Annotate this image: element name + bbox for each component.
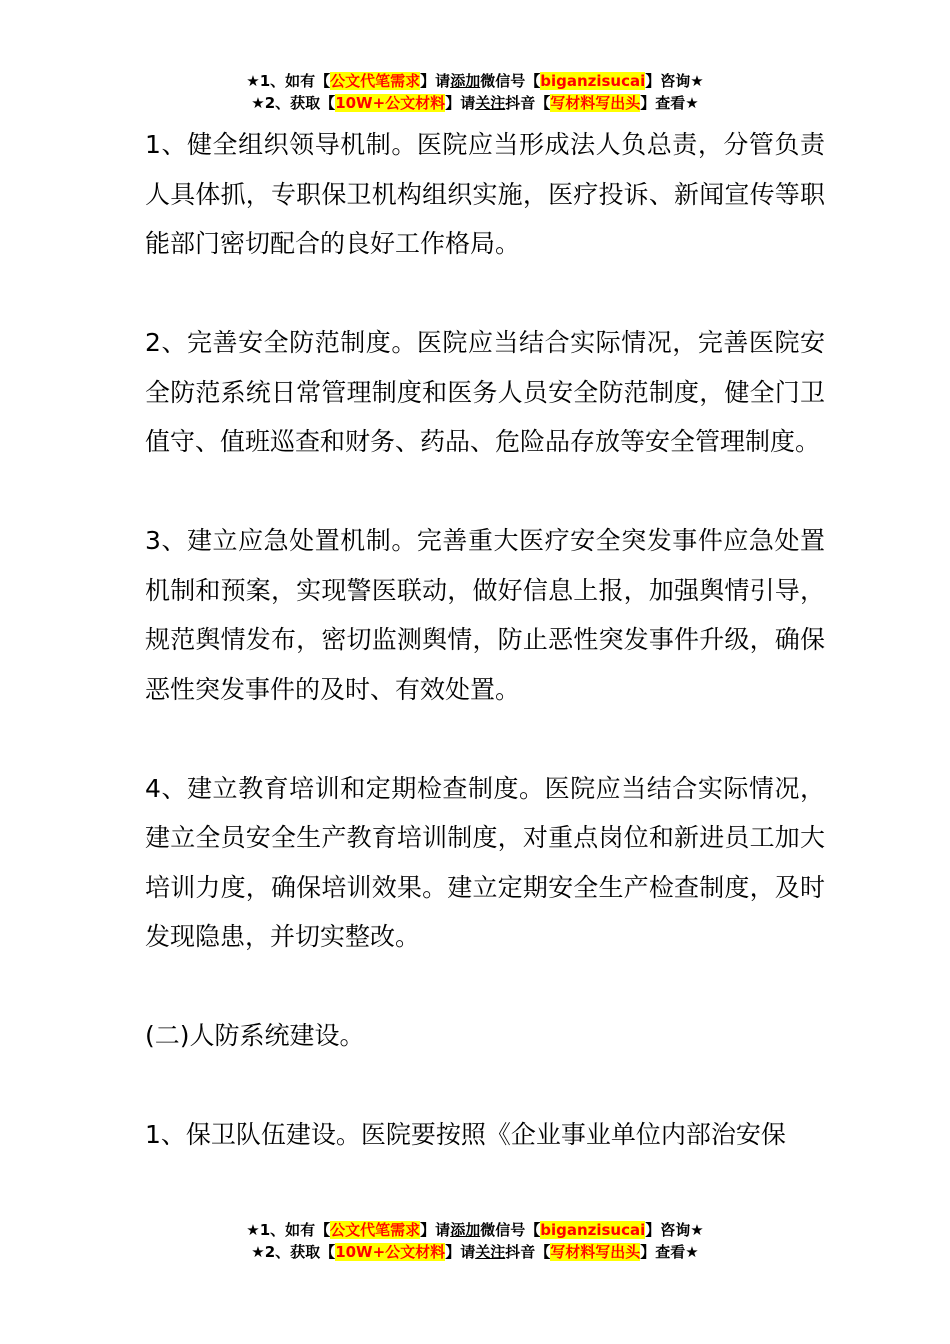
banner-text: ★2、获取【 (251, 1243, 336, 1261)
banner-text: 抖音【 (505, 94, 551, 112)
header-banner (0, 70, 950, 114)
paragraph: 3、建立应急处置机制。完善重大医疗安全突发事件应急处置机制和预案，实现警医联动，做好信息上报，加强舆情引导，规范舆情发布，密切监测舆情，防止恶性突发事件升级，确保恶性突发事件的及时、有效处置。 (145, 526, 825, 704)
banner-text: 】查看★ (640, 94, 699, 112)
banner-highlight-wechat: biganzisucai (540, 1221, 646, 1239)
banner-text: 抖音【 (505, 1243, 551, 1261)
banner-line-1 (0, 1219, 950, 1241)
banner-text: 】请 (445, 1243, 476, 1261)
paragraph: 4、建立教育培训和定期检查制度。医院应当结合实际情况，建立全员安全生产教育培训制度，对重点岗位和新进员工加大培训力度，确保培训效果。建立定期安全生产检查制度，及时发现隐患，并切实整改。 (145, 773, 825, 951)
banner-underline-text: 关注 (475, 94, 506, 112)
document-body (145, 120, 825, 1160)
banner-highlight-service: 公文代笔需求 (330, 1221, 421, 1239)
banner-text: 】咨询★ (645, 72, 704, 90)
banner-underline-text: 关注 (475, 1243, 506, 1261)
banner-highlight-wechat: biganzisucai (540, 72, 646, 90)
banner-text: ★2、获取【 (251, 94, 336, 112)
banner-underline-text: 添加 (450, 1221, 481, 1239)
section-heading: (二)人防系统建设。 (145, 1021, 365, 1050)
banner-text: 微信号【 (480, 72, 541, 90)
paragraph: 1、保卫队伍建设。医院要按照《企业事业单位内部治安保 (145, 1120, 786, 1149)
banner-highlight-service: 公文代笔需求 (330, 72, 421, 90)
banner-text: 】请 (445, 94, 476, 112)
banner-text: 微信号【 (480, 1221, 541, 1239)
banner-text: ★1、如有【 (246, 1221, 331, 1239)
banner-line-2 (0, 92, 950, 114)
banner-text: 】咨询★ (645, 1221, 704, 1239)
banner-highlight-materials: 10W+公文材料 (335, 1243, 446, 1261)
banner-text: 】查看★ (640, 1243, 699, 1261)
banner-highlight-douyin: 写材料写出头 (550, 1243, 641, 1261)
banner-highlight-douyin: 写材料写出头 (550, 94, 641, 112)
banner-text: ★1、如有【 (246, 72, 331, 90)
banner-highlight-materials: 10W+公文材料 (335, 94, 446, 112)
banner-line-1 (0, 70, 950, 92)
paragraph: 1、健全组织领导机制。医院应当形成法人负总责，分管负责人具体抓，专职保卫机构组织实施，医疗投诉、新闻宣传等职能部门密切配合的良好工作格局。 (145, 130, 825, 258)
paragraph: 2、完善安全防范制度。医院应当结合实际情况，完善医院安全防范系统日常管理制度和医务人员安全防范制度，健全门卫值守、值班巡查和财务、药品、危险品存放等安全管理制度。 (145, 328, 825, 456)
banner-text: 】请 (420, 72, 451, 90)
banner-underline-text: 添加 (450, 72, 481, 90)
banner-text: 】请 (420, 1221, 451, 1239)
footer-banner (0, 1219, 950, 1263)
banner-line-2 (0, 1241, 950, 1263)
